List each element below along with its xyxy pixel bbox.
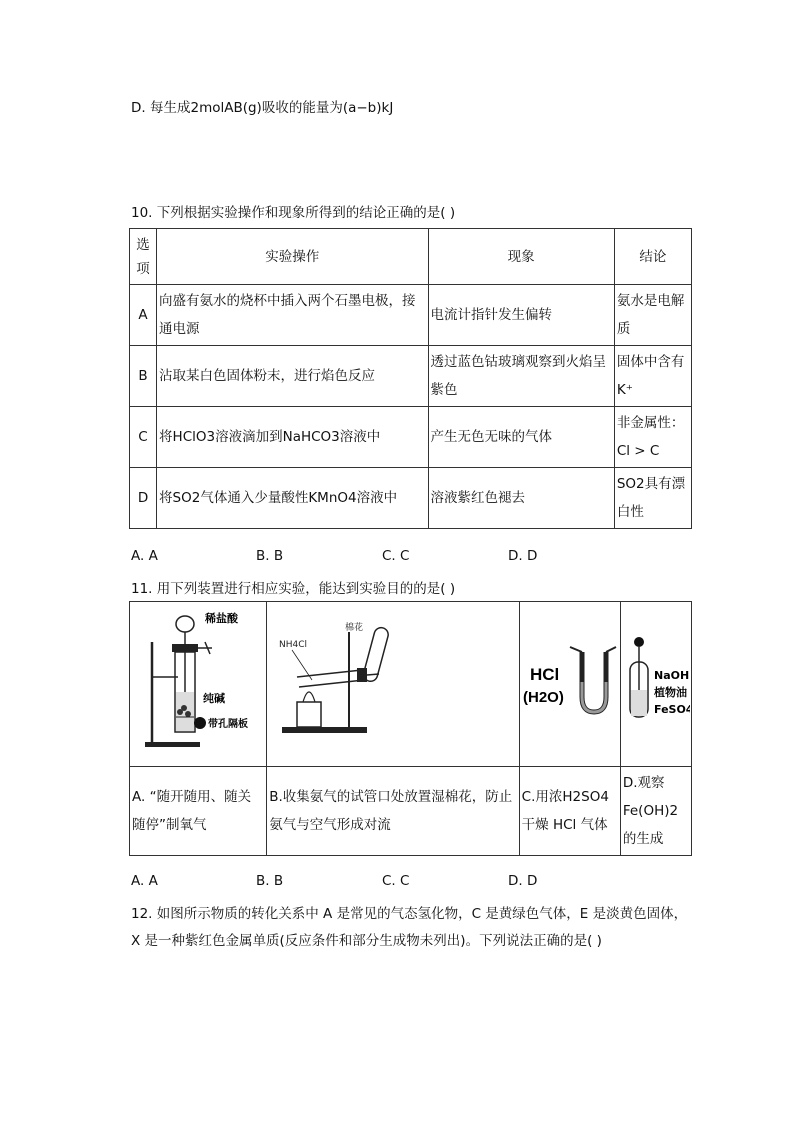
row-conclusion: SO2具有漂白性 (614, 468, 691, 529)
q11-choice-b[interactable]: B. B (256, 873, 284, 889)
label-oil: 植物油 (653, 686, 687, 699)
table-row (130, 346, 692, 407)
caption-c: C.用浓H2SO4干燥 HCl 气体 (519, 767, 620, 856)
q11-choice-c[interactable]: C. C (382, 873, 410, 889)
q10-stem: 10. 下列根据实验操作和现象所得到的结论正确的是( ) (131, 205, 456, 221)
lamp (297, 702, 321, 727)
row-option: B (130, 346, 157, 407)
row-phenomenon: 产生无色无味的气体 (428, 407, 614, 468)
figure-b-cell (267, 602, 519, 767)
stand-base (145, 742, 200, 747)
figure-c-cell (519, 602, 620, 767)
table-row (130, 407, 692, 468)
q11-choice-d[interactable]: D. D (508, 873, 538, 889)
label-naoh: NaOH (653, 669, 690, 682)
q10-choice-a[interactable]: A. A (131, 548, 158, 564)
q11-stem: 11. 用下列装置进行相应实验，能达到实验目的的是( ) (131, 581, 456, 597)
flame (303, 692, 315, 702)
row-conclusion: 非金属性：Cl > C (614, 407, 691, 468)
test-tube-figure (621, 602, 690, 756)
caption-a: A. “随开随用、随关随停”制氧气 (130, 767, 267, 856)
test-tube-top (297, 670, 362, 677)
label-hcl: HCl (529, 665, 559, 684)
u-tube (582, 652, 606, 712)
header-conclusion: 结论 (614, 229, 691, 285)
header-phenomenon: 现象 (428, 229, 614, 285)
row-phenomenon: 透过蓝色钴玻璃观察到火焰呈紫色 (428, 346, 614, 407)
kipp-apparatus-figure (130, 602, 265, 756)
label-cotton: 棉花 (345, 623, 364, 633)
row-conclusion: 氨水是电解质 (614, 285, 691, 346)
header-option: 选项 (130, 229, 157, 285)
ammonia-apparatus-figure (267, 602, 517, 756)
table-row (130, 285, 692, 346)
row-operation: 向盛有氨水的烧杯中插入两个石墨电极，接通电源 (157, 285, 428, 346)
label-feso4: FeSO4 (653, 703, 690, 716)
u-tube-figure (520, 602, 619, 756)
q9-option-d: D. 每生成2molAB(g)吸收的能量为(a−b)kJ (131, 100, 394, 116)
dropper-bulb (634, 637, 644, 647)
plate-marker (194, 717, 206, 729)
label-soda: 纯碱 (203, 692, 225, 705)
table-row (130, 468, 692, 529)
q12-line-2: X 是一种紫红色金属单质(反应条件和部分生成物未列出)。下列说法正确的是( ) (131, 933, 602, 949)
q11-figure-row (130, 602, 692, 767)
row-phenomenon: 电流计指针发生偏转 (428, 285, 614, 346)
figure-d-cell (620, 602, 691, 767)
funnel-bulb (176, 616, 194, 632)
row-option: A (130, 285, 157, 346)
q11-choice-a[interactable]: A. A (131, 873, 158, 889)
row-operation: 将SO2气体通入少量酸性KMnO4溶液中 (157, 468, 428, 529)
q10-choice-d[interactable]: D. D (508, 548, 538, 564)
figure-a-cell (130, 602, 267, 767)
q10-header-row (130, 229, 692, 285)
row-operation: 将HClO3溶液滴加到NaHCO3溶液中 (157, 407, 428, 468)
q10-table (129, 228, 692, 529)
row-operation: 沾取某白色固体粉末，进行焰色反应 (157, 346, 428, 407)
stopper (172, 644, 198, 652)
row-conclusion: 固体中含有K⁺ (614, 346, 691, 407)
stand-base (282, 727, 367, 733)
label-acid: 稀盐酸 (205, 612, 238, 625)
q11-caption-row (130, 767, 692, 856)
caption-b: B.收集氨气的试管口处放置湿棉花，防止氨气与空气形成对流 (267, 767, 519, 856)
row-option: C (130, 407, 157, 468)
label-plate: 带孔隔板 (208, 719, 248, 730)
caption-d: D.观察Fe(OH)2的生成 (620, 767, 691, 856)
row-phenomenon: 溶液紫红色褪去 (428, 468, 614, 529)
q11-table (129, 601, 692, 856)
header-operation: 实验操作 (157, 229, 428, 285)
test-tube-bottom (299, 680, 364, 687)
q10-choice-b[interactable]: B. B (256, 548, 284, 564)
label-nh4cl: NH4Cl (279, 640, 308, 650)
row-option: D (130, 468, 157, 529)
q10-choice-c[interactable]: C. C (382, 548, 410, 564)
q12-line-1: 12. 如图所示物质的转化关系中 A 是常见的气态氢化物，C 是黄绿色气体，E 是淡黄色固体， (131, 906, 688, 922)
label-h2o: (H2O) (522, 689, 564, 706)
